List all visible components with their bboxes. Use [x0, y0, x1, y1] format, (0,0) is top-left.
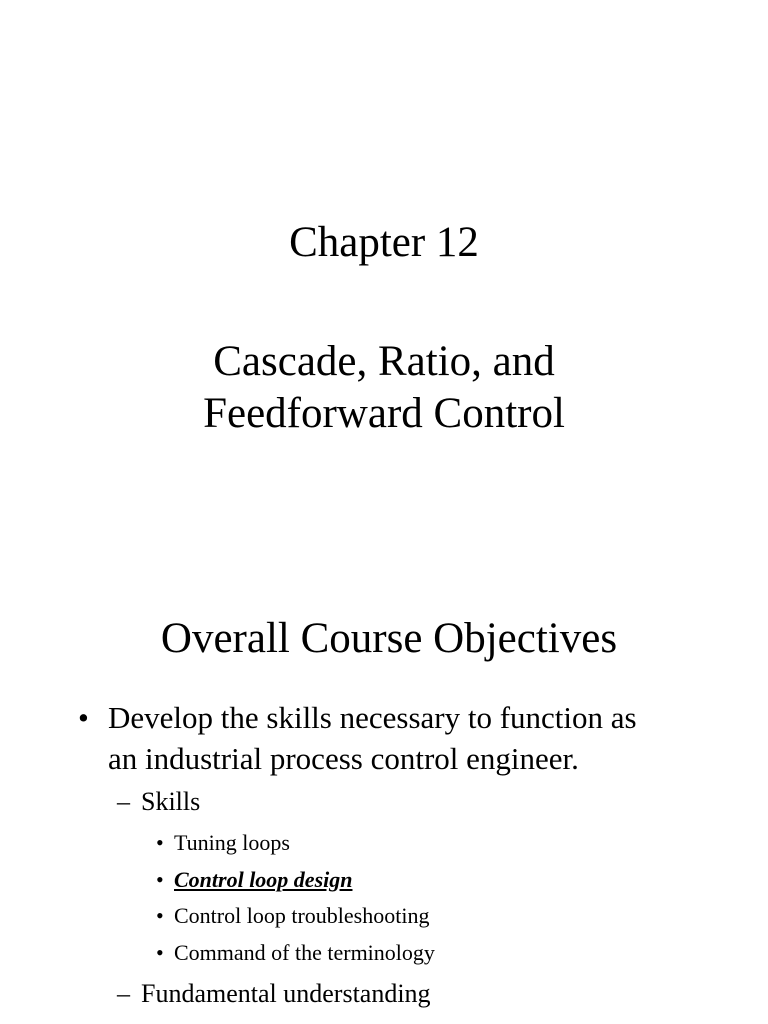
dash-icon: –	[117, 979, 130, 1008]
bullet-icon: •	[156, 867, 164, 892]
main-bullet-line-2: an industrial process control engineer.	[108, 741, 579, 776]
main-bullet-text	[108, 697, 718, 779]
list-item-text: Control loop troubleshooting	[174, 903, 430, 928]
sub-bullet-fundamental	[117, 978, 431, 1010]
main-bullet-line-1: Develop the skills necessary to function as	[108, 700, 637, 735]
list-item-text-emphasized: Control loop design	[174, 867, 353, 892]
bullet-icon: •	[156, 830, 164, 855]
subtitle-line-2: Feedforward Control	[203, 390, 565, 437]
list-item	[156, 939, 435, 967]
objectives-slide	[0, 560, 768, 1024]
list-item	[156, 829, 290, 857]
sub-bullet-label: Skills	[141, 787, 201, 816]
slide-title: Overall Course Objectives	[160, 615, 618, 662]
bullet-icon: •	[156, 903, 164, 928]
list-item-text: Command of the terminology	[174, 940, 435, 965]
list-item-text: Tuning loops	[174, 830, 290, 855]
subtitle-line-1: Cascade, Ratio, and	[213, 338, 555, 385]
bullet-icon: •	[78, 700, 89, 735]
sub-bullet-label: Fundamental understanding	[141, 979, 431, 1008]
chapter-subtitle	[0, 336, 768, 440]
bullet-icon: •	[156, 940, 164, 965]
list-item	[156, 866, 352, 894]
dash-icon: –	[117, 787, 130, 816]
sub-bullet-skills	[117, 786, 200, 818]
list-item	[156, 902, 429, 930]
chapter-heading: Chapter 12	[289, 219, 479, 266]
